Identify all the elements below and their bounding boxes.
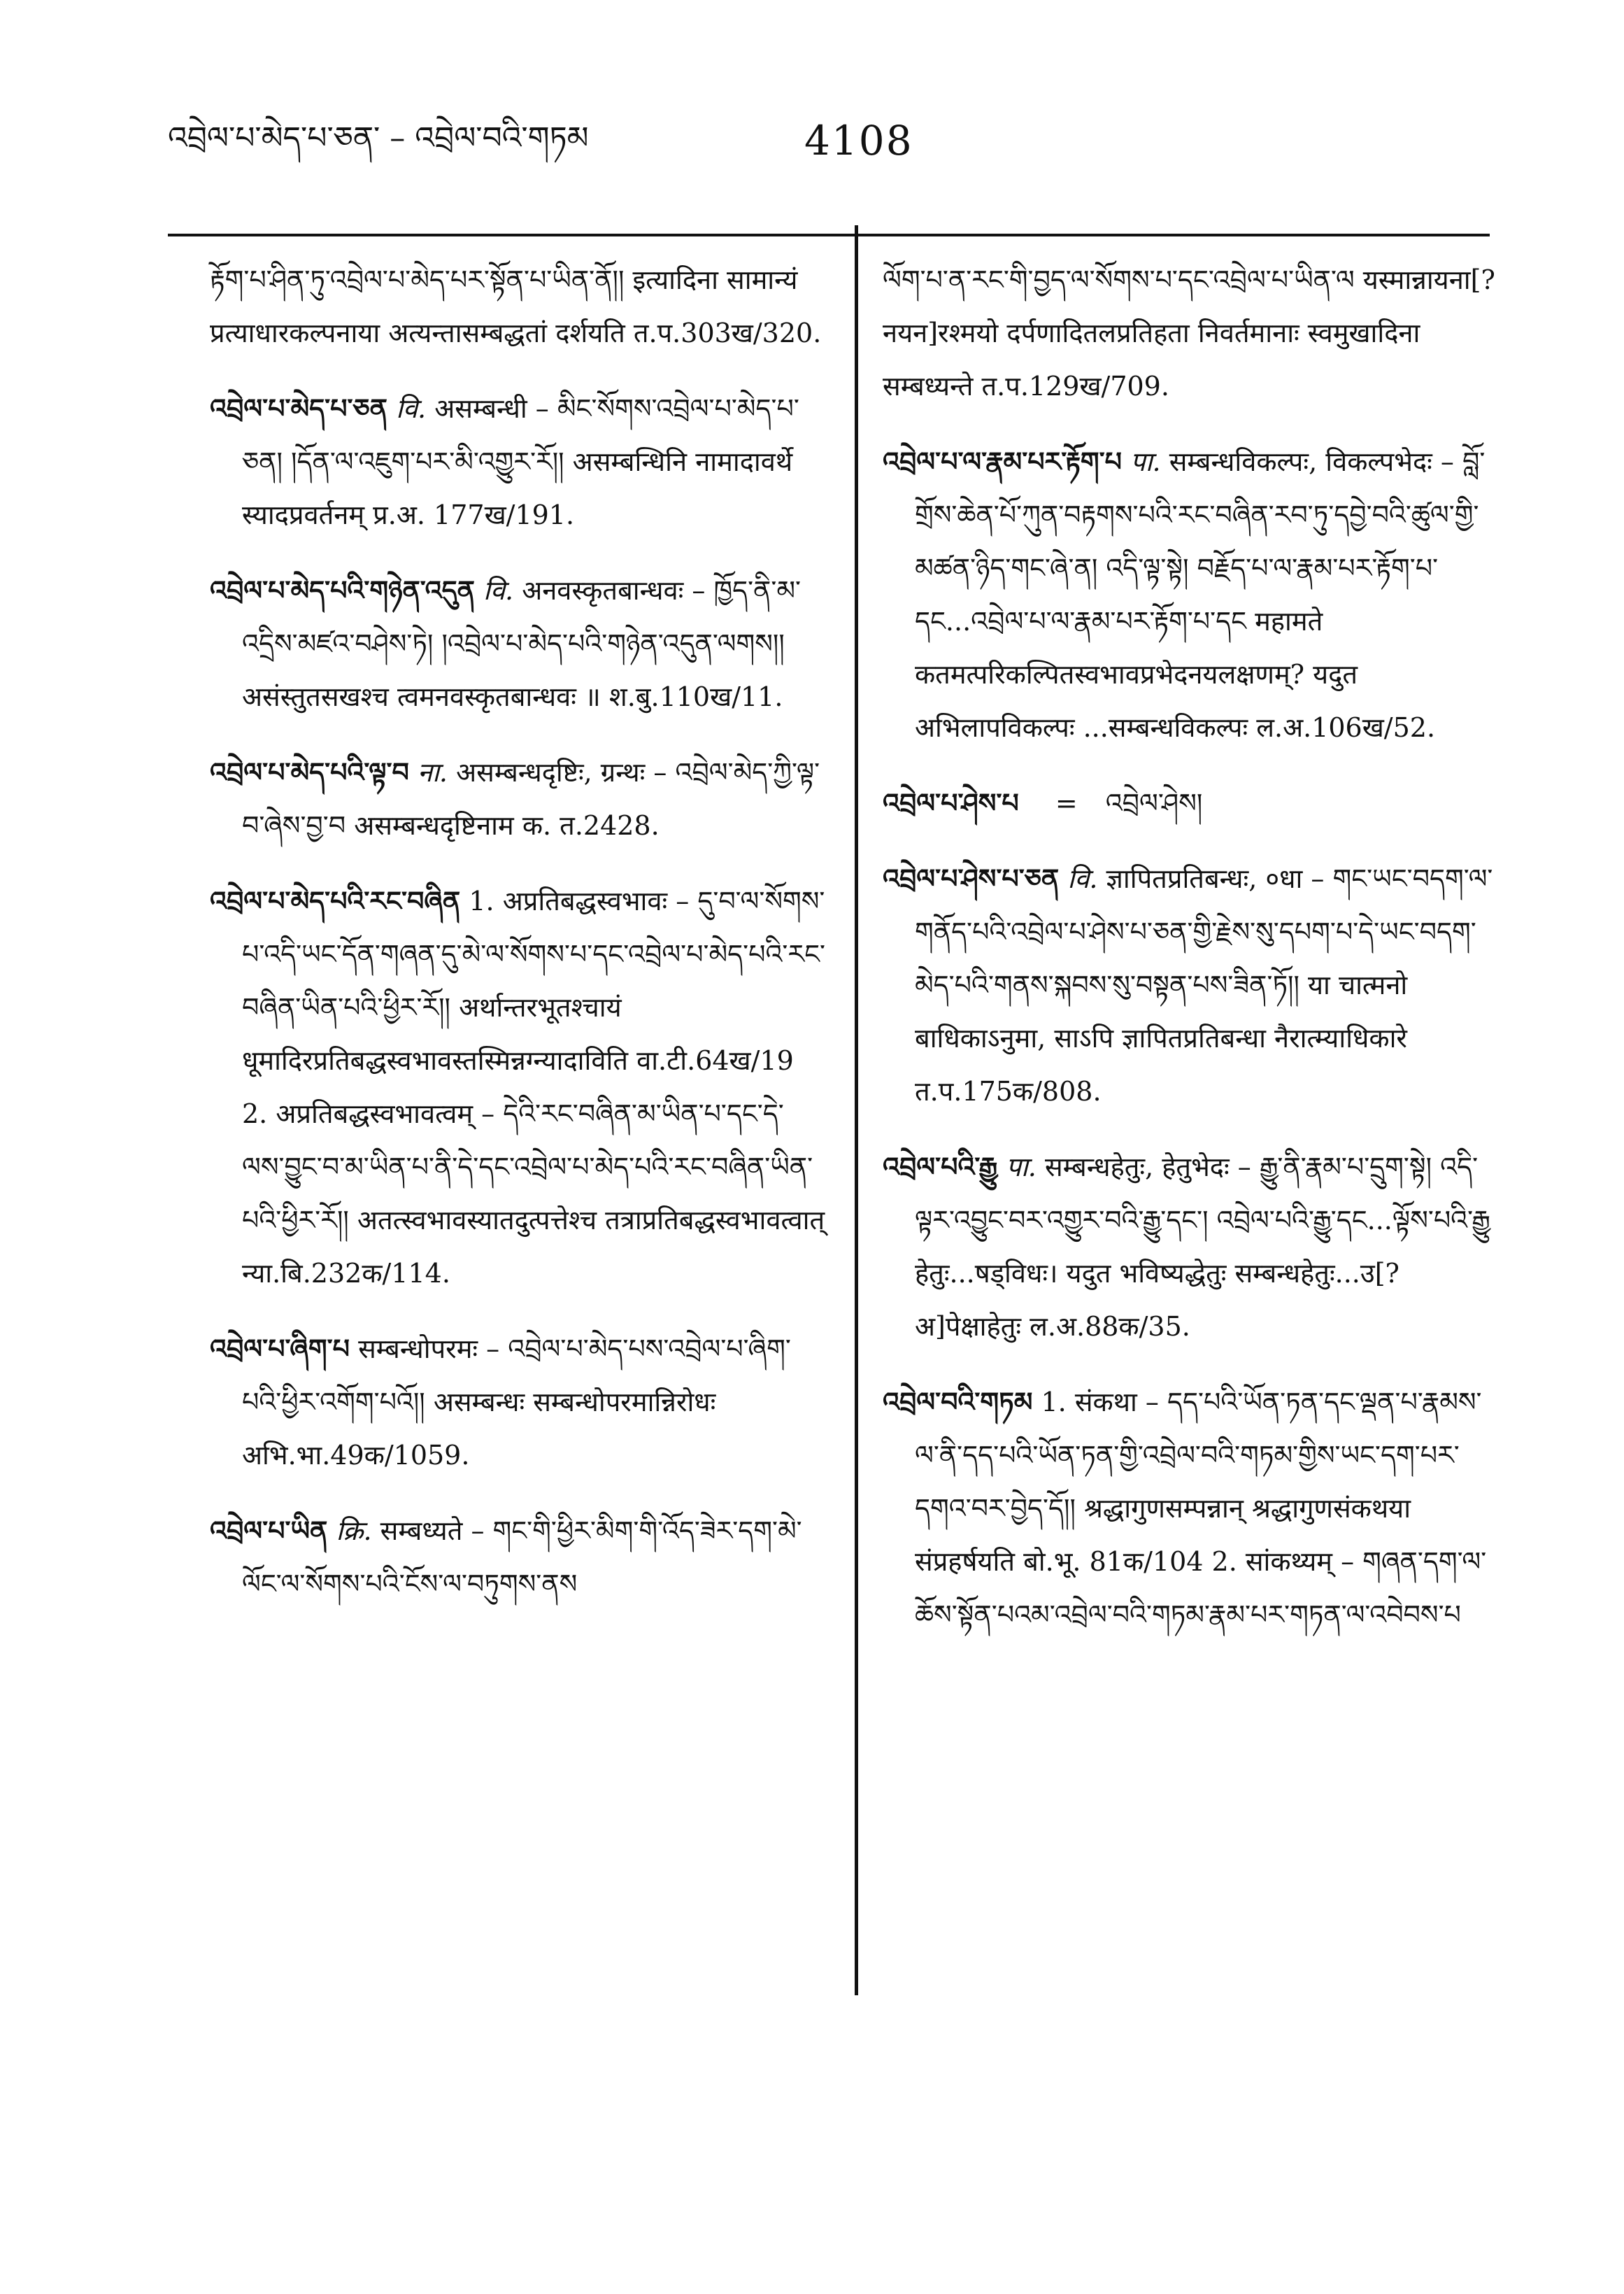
entry-continuation	[210, 253, 825, 360]
entry-text: अनवस्कृतबान्धवः – ཁྱོད་ནི་མ་འདྲིས་མཛའ་བཤེས་ཏེ། །འབྲེལ་པ་མེད་པའི་གཉེན་འདུན་ལགས།། असंस्तुतसखश्च त्वमनवस्कृतबान्धवः ॥ श.बु.110ख/11.	[242, 575, 802, 712]
running-head: འབྲེལ་པ་མེད་པ་ཅན་ – འབྲེལ་བའི་གཏམ	[168, 120, 589, 156]
entry-headword: འབྲེལ་བའི་གཏམ	[883, 1386, 1033, 1417]
entry-headword: འབྲེལ་པ་མེད་པའི་གཉེན་འདུན	[210, 574, 475, 606]
right-column	[883, 253, 1498, 1664]
entry-text: 1. संकथा – དད་པའི་ཡོན་ཏན་དང་ལྡན་པ་རྣམས་ལ་ནི་དད་པའི་ཡོན་ཏན་གྱི་འབྲེལ་བའི་གཏམ་གྱིས་ཡང་དག་པར་དགའ་བར་བྱེད་དོ།། श्रद्धागुणसम्पन्नान् श्रद्धागुणसंकथया संप्रहर्षयति बो.भू. 81क/104 2. सांकथ्यम् – གཞན་དག་ལ་ཆོས་སྟོན་པའམ་འབྲེལ་བའི་གཏམ་རྣམ་པར་གཏན་ལ་འབེབས་པ	[915, 1387, 1487, 1630]
entry-headword: འབྲེལ་པ་མེད་པའི་ལྟ་བ	[210, 756, 409, 788]
dictionary-entry	[210, 382, 825, 541]
entry-grammar-label: वि.	[396, 393, 427, 424]
entry-grammar-label: ना.	[417, 757, 448, 788]
dictionary-entry	[210, 564, 825, 723]
dictionary-entry	[883, 435, 1498, 754]
left-column	[210, 253, 825, 1633]
entry-text: असम्बन्धदृष्टिः, ग्रन्थः – འབྲེལ་མེད་ཀྱི་ལྟ་བ་ཞེས་བྱ་བ असम्बन्धदृष्टिनाम क. त.2428.	[242, 757, 820, 841]
entry-text: सम्बन्धोपरमः – འབྲེལ་པ་མེད་པས་འབྲེལ་པ་ཞིག་པའི་ཕྱིར་འགོག་པའོ།། असम्बन्धः सम्बन्धोपरमान्निरोधः अभि.भा.49क/1059.	[242, 1333, 791, 1471]
dictionary-entry	[883, 777, 1498, 830]
entry-grammar-label: क्रि.	[336, 1515, 372, 1546]
entry-headword: འབྲེལ་པ་ཞིག་པ	[210, 1333, 350, 1364]
entry-text: ज्ञापितप्रतिबन्धः, ०धा – གང་ཡང་བདག་ལ་གནོད་པའི་འབྲེལ་པ་ཤེས་པ་ཅན་གྱི་རྗེས་སུ་དཔག་པ་དེ་ཡང་བདག་མེད་པའི་གནས་སྐབས་སུ་བསྟན་པས་ཟིན་ཏོ།། या चात्मनो बाधिकाऽनुमा, साऽपि ज्ञापितप्रतिबन्धा नैरात्म्याधिकारे त.प.175क/808.	[915, 863, 1493, 1107]
entry-headword: འབྲེལ་པ་ལ་རྣམ་པར་རྟོག་པ	[883, 446, 1123, 477]
column-divider	[855, 225, 858, 1995]
entry-text: རྟོག་པ་ཤིན་ཏུ་འབྲེལ་པ་མེད་པར་སྟོན་པ་ཡིན་ནོ།། इत्यादिना सामान्यं प्रत्याधारकल्पनाया अत्यन्तासम्बद्धतां दर्शयति त.प.303ख/320.	[210, 264, 822, 348]
page-number: 4108	[804, 117, 913, 164]
header-rule	[168, 234, 1490, 236]
dictionary-entry	[210, 1504, 825, 1610]
entry-text: འབྲེལ་ཤེས།	[1105, 788, 1203, 819]
entry-grammar-label: वि.	[1067, 863, 1098, 894]
entry-text: सम्बध्यते – གང་གི་ཕྱིར་མིག་གི་འོད་ཟེར་དག་མེ་ལོང་ལ་སོགས་པའི་ངོས་ལ་བཏུགས་ནས	[242, 1515, 802, 1599]
dictionary-entry	[883, 852, 1498, 1118]
dictionary-entry	[883, 1375, 1498, 1641]
cross-reference-symbol: =	[1055, 788, 1078, 819]
dictionary-entry	[210, 1322, 825, 1482]
dictionary-entry	[210, 875, 825, 1300]
dictionary-entry	[883, 1140, 1498, 1353]
entry-text: 1. अप्रतिबद्धस्वभावः – དུ་བ་ལ་སོགས་པ་འདི་ཡང་དོན་གཞན་དུ་མེ་ལ་སོགས་པ་དང་འབྲེལ་པ་མེད་པའི་རང་བཞིན་ཡིན་པའི་ཕྱིར་རོ།། अर्थान्तरभूतश्चायं धूमादिरप्रतिबद्धस्वभावस्तस्मिन्नग्न्यादाविति वा.टी.64ख/19 2. अप्रतिबद्धस्वभावत्वम् – དེའི་རང་བཞིན་མ་ཡིན་པ་དང་དེ་ལས་བྱུང་བ་མ་ཡིན་པ་ནི་དེ་དང་འབྲེལ་པ་མེད་པའི་རང་བཞིན་ཡིན་པའི་ཕྱིར་རོ།། अतत्स्वभावस्यातदुत्पत्तेश्च तत्राप्रतिबद्धस्वभावत्वात् न्या.बि.232क/114.	[242, 886, 825, 1289]
entry-headword: འབྲེལ་པ་མེད་པ་ཅན	[210, 392, 387, 424]
dictionary-entry	[210, 746, 825, 852]
entry-grammar-label: पा.	[1130, 446, 1161, 477]
entry-headword: འབྲེལ་པ་ཤེས་པ་ཅན	[883, 863, 1060, 894]
entry-text: ལོག་པ་ན་རང་གི་བྱད་ལ་སོགས་པ་དང་འབྲེལ་པ་ཡིན་ལ यस्मान्नायना[?नयन]रश्मयो दर्पणादितलप्रतिहता निवर्तमानाः स्वमुखादिना सम्बध्यन्ते त.प.129ख/709.	[883, 264, 1495, 402]
entry-text: सम्बन्धहेतुः, हेतुभेदः – རྒྱུ་ནི་རྣམ་པ་དྲུག་སྟེ། འདི་ལྟར་འབྱུང་བར་འགྱུར་བའི་རྒྱུ་དང་། འབྲེལ་པའི་རྒྱུ་དང...ལྟོས་པའི་རྒྱུ हेतुः...षड्विधः। यदुत भविष्यद्धेतुः सम्बन्धहेतुः...उ[?अ]पेक्षाहेतुः ल.अ.88क/35.	[915, 1152, 1490, 1342]
entry-text: सम्बन्धविकल्पः, विकल्पभेदः – བློ་གྲོས་ཆེན་པོ་ཀུན་བརྟགས་པའི་རང་བཞིན་རབ་ཏུ་དབྱེ་བའི་ཚུལ་གྱི་མཚན་ཉིད་གང་ཞེ་ན། འདི་ལྟ་སྟེ། བརྗོད་པ་ལ་རྣམ་པར་རྟོག་པ་དང...འབྲེལ་པ་ལ་རྣམ་པར་རྟོག་པ་དང महामते कतमत्परिकल्पितस्वभावप्रभेदनयलक्षणम्? यदुत अभिलापविकल्पः ...सम्बन्धविकल्पः ल.अ.106ख/52.	[915, 446, 1486, 743]
entry-headword: འབྲེལ་པ་ཤེས་པ	[883, 787, 1019, 819]
entry-headword: འབྲེལ་པ་ཡིན	[210, 1515, 328, 1546]
entry-grammar-label: पा.	[1006, 1152, 1037, 1182]
entry-headword: འབྲེལ་པའི་རྒྱུ	[883, 1151, 998, 1182]
entry-continuation	[883, 253, 1498, 413]
entry-grammar-label: वि.	[483, 575, 514, 606]
entry-text: असम्बन्धी – མིང་སོགས་འབྲེལ་པ་མེད་པ་ཅན། །དོན་ལ་འཇུག་པར་མི་འགྱུར་རོ།། असम्बन्धिनि नामादावर्थे स्यादप्रवर्तनम् प्र.अ. 177ख/191.	[242, 393, 799, 530]
entry-headword: འབྲེལ་པ་མེད་པའི་རང་བཞིན	[210, 885, 461, 916]
